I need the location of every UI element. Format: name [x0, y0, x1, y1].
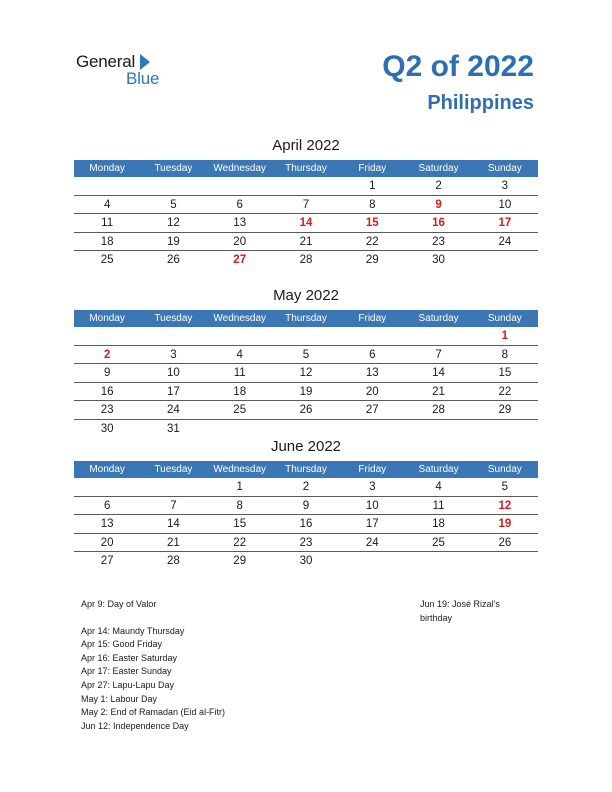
- day-cell: [339, 327, 405, 345]
- weekday-label: Saturday: [418, 313, 459, 324]
- day-cell: 27: [233, 254, 247, 266]
- day-cell: 22: [233, 536, 247, 549]
- weekday-label: Saturday: [418, 163, 459, 174]
- weekday-label: Sunday: [487, 163, 522, 174]
- day-cell: 28: [167, 555, 180, 567]
- day-cell: 19: [167, 235, 180, 248]
- holiday-note: Jun 12: Independence Day: [81, 720, 189, 731]
- day-cell: 6: [236, 198, 243, 211]
- day-cell: 5: [501, 481, 509, 493]
- day-cell: 16: [100, 385, 114, 398]
- day-cell: 23: [100, 404, 114, 416]
- day-cell: 12: [498, 499, 512, 512]
- day-cell: 9: [103, 367, 111, 379]
- country-title: Philippines: [427, 92, 534, 114]
- day-cell: 18: [432, 518, 445, 530]
- logo-general-text: General: [76, 52, 136, 71]
- weekday-label: Thursday: [285, 313, 327, 324]
- day-cell: 29: [365, 254, 379, 266]
- day-cell: 7: [435, 348, 442, 361]
- day-cell: [207, 420, 273, 438]
- day-cell: 1: [369, 180, 376, 192]
- day-cell: 30: [299, 555, 313, 567]
- logo-triangle-icon: [140, 54, 150, 70]
- day-cell: 26: [299, 404, 313, 416]
- day-cell: [339, 420, 405, 438]
- day-cell: 20: [100, 536, 114, 549]
- week-row: [74, 478, 538, 497]
- day-cell: 14: [432, 367, 445, 379]
- week-row: [74, 515, 538, 534]
- day-cell: 15: [233, 518, 247, 530]
- week-row: [74, 233, 538, 252]
- day-cell: 20: [365, 385, 379, 398]
- day-cell: 11: [101, 217, 114, 229]
- day-cell: 30: [432, 254, 445, 266]
- generalblue-logo: [76, 52, 176, 92]
- day-cell: 13: [100, 518, 114, 530]
- holiday-note: birthday: [420, 612, 453, 623]
- holiday-note: Apr 17: Easter Sunday: [81, 666, 172, 677]
- week-row: [74, 534, 538, 553]
- day-cell: 14: [299, 217, 313, 229]
- day-cell: 22: [365, 235, 379, 248]
- weekday-label: Friday: [358, 464, 387, 475]
- day-cell: 14: [167, 518, 180, 530]
- month-june: [74, 437, 538, 570]
- day-cell: [140, 327, 206, 345]
- holiday-note: Apr 16: Easter Saturday: [81, 652, 178, 663]
- week-row: [74, 401, 538, 420]
- month-april: [74, 136, 538, 269]
- day-cell: 8: [501, 348, 509, 361]
- day-cell: 15: [365, 217, 379, 229]
- weekday-label: Sunday: [487, 313, 522, 324]
- holiday-note: Apr 27: Lapu-Lapu Day: [81, 679, 175, 690]
- day-cell: 3: [501, 180, 509, 192]
- weekday-label: Wednesday: [213, 313, 267, 324]
- day-cell: 3: [369, 481, 376, 493]
- day-cell: [74, 327, 140, 345]
- day-cell: 8: [236, 499, 243, 512]
- day-cell: 16: [432, 217, 445, 229]
- day-cell: 1: [501, 330, 509, 342]
- month-may: [74, 286, 538, 437]
- week-row: [74, 364, 538, 383]
- day-cell: 24: [365, 536, 379, 549]
- month-title: June 2022: [270, 438, 342, 455]
- day-cell: 13: [233, 217, 247, 229]
- day-cell: 21: [167, 536, 180, 549]
- day-cell: 9: [302, 499, 310, 512]
- day-cell: 2: [103, 348, 111, 361]
- day-cell: 13: [365, 367, 379, 379]
- day-cell: [405, 552, 471, 570]
- weekday-label: Saturday: [418, 464, 459, 475]
- day-cell: 28: [432, 404, 445, 416]
- day-cell: 19: [498, 518, 512, 530]
- day-cell: 22: [498, 385, 512, 398]
- week-row: [74, 346, 538, 365]
- day-cell: 26: [498, 536, 512, 549]
- day-cell: 26: [167, 254, 180, 266]
- day-cell: 6: [369, 348, 376, 361]
- weekday-header: [74, 310, 538, 327]
- day-cell: 24: [167, 404, 180, 416]
- day-cell: 12: [299, 367, 313, 379]
- day-cell: 4: [103, 198, 111, 211]
- day-cell: 23: [432, 235, 445, 248]
- day-cell: 11: [432, 499, 445, 512]
- day-cell: 2: [302, 481, 310, 493]
- day-cell: 8: [369, 198, 376, 211]
- day-cell: [273, 177, 339, 195]
- weekday-label: Friday: [358, 313, 387, 324]
- day-cell: 23: [299, 536, 313, 549]
- weekday-label: Monday: [89, 163, 125, 174]
- day-cell: 28: [299, 254, 313, 266]
- day-cell: 18: [100, 235, 114, 248]
- day-cell: [405, 327, 471, 345]
- day-cell: 19: [299, 385, 313, 398]
- logo-blue-text: Blue: [126, 69, 160, 88]
- day-cell: 21: [432, 385, 445, 398]
- day-cell: 25: [233, 404, 247, 416]
- day-cell: [273, 420, 339, 438]
- month-title: April 2022: [272, 137, 340, 154]
- day-cell: 24: [498, 235, 512, 248]
- day-cell: 20: [233, 235, 247, 248]
- weekday-label: Monday: [89, 464, 125, 475]
- weekday-label: Friday: [358, 163, 387, 174]
- weekday-label: Sunday: [487, 464, 522, 475]
- day-cell: 15: [498, 367, 512, 379]
- day-cell: 16: [299, 518, 313, 530]
- week-row: [74, 383, 538, 402]
- day-cell: 4: [236, 348, 243, 361]
- holiday-note: Apr 15: Good Friday: [81, 639, 163, 650]
- day-cell: 17: [365, 518, 379, 530]
- day-cell: 29: [498, 404, 512, 416]
- week-row: [74, 327, 538, 346]
- day-cell: [273, 327, 339, 345]
- day-cell: [140, 478, 206, 496]
- day-cell: 2: [435, 180, 442, 192]
- weekday-label: Tuesday: [154, 464, 193, 475]
- day-cell: 7: [302, 198, 310, 211]
- day-cell: 31: [167, 422, 180, 435]
- day-cell: 4: [435, 481, 442, 493]
- weekday-label: Tuesday: [154, 313, 193, 324]
- holiday-note: Apr 9: Day of Valor: [81, 599, 157, 609]
- day-cell: [74, 177, 140, 195]
- day-cell: 30: [100, 422, 114, 435]
- day-cell: 1: [236, 481, 243, 493]
- holiday-notes-left: [81, 598, 281, 733]
- day-cell: [207, 177, 273, 195]
- day-cell: 27: [365, 404, 379, 416]
- holiday-note: May 1: Labour Day: [81, 693, 158, 704]
- day-cell: 10: [498, 198, 512, 211]
- day-cell: [74, 478, 140, 496]
- week-row: [74, 552, 538, 570]
- day-cell: 5: [170, 198, 177, 211]
- day-cell: 18: [233, 385, 247, 398]
- day-cell: [472, 552, 538, 570]
- week-row: [74, 251, 538, 269]
- day-cell: 11: [233, 367, 246, 379]
- day-cell: [207, 327, 273, 345]
- day-cell: 21: [299, 235, 313, 248]
- weekday-header: [74, 461, 538, 478]
- day-cell: 17: [498, 217, 512, 229]
- day-cell: 10: [365, 499, 379, 512]
- quarter-title: Q2 of 2022: [382, 50, 534, 83]
- day-cell: [140, 177, 206, 195]
- day-cell: 25: [432, 536, 445, 549]
- week-row: [74, 214, 538, 233]
- day-cell: [472, 420, 538, 438]
- day-cell: 7: [170, 499, 177, 512]
- day-cell: 29: [233, 555, 247, 567]
- day-cell: [472, 251, 538, 269]
- week-row: [74, 497, 538, 516]
- week-row: [74, 177, 538, 196]
- day-cell: 10: [167, 367, 180, 379]
- weekday-header: [74, 160, 538, 177]
- day-cell: 12: [167, 217, 180, 229]
- weekday-label: Thursday: [285, 464, 327, 475]
- week-row: [74, 420, 538, 438]
- day-cell: 25: [100, 254, 114, 266]
- weekday-label: Monday: [89, 313, 125, 324]
- day-cell: 9: [435, 198, 442, 211]
- weekday-label: Tuesday: [154, 163, 193, 174]
- month-title: May 2022: [273, 287, 339, 304]
- holiday-notes-right: [420, 598, 520, 625]
- weekday-label: Wednesday: [213, 163, 267, 174]
- day-cell: 5: [302, 348, 310, 361]
- day-cell: [405, 420, 471, 438]
- day-cell: 17: [167, 385, 180, 398]
- weekday-label: Thursday: [285, 163, 327, 174]
- holiday-note: May 2: End of Ramadan (Eid al-Fitr): [81, 707, 226, 718]
- holiday-note: Apr 14: Maundy Thursday: [81, 625, 185, 636]
- week-row: [74, 196, 538, 215]
- holiday-note: Jun 19: José Rizal’s: [420, 599, 500, 609]
- day-cell: 3: [170, 348, 177, 361]
- day-cell: 6: [103, 499, 111, 512]
- weekday-label: Wednesday: [213, 464, 267, 475]
- day-cell: 27: [100, 555, 114, 567]
- day-cell: [339, 552, 405, 570]
